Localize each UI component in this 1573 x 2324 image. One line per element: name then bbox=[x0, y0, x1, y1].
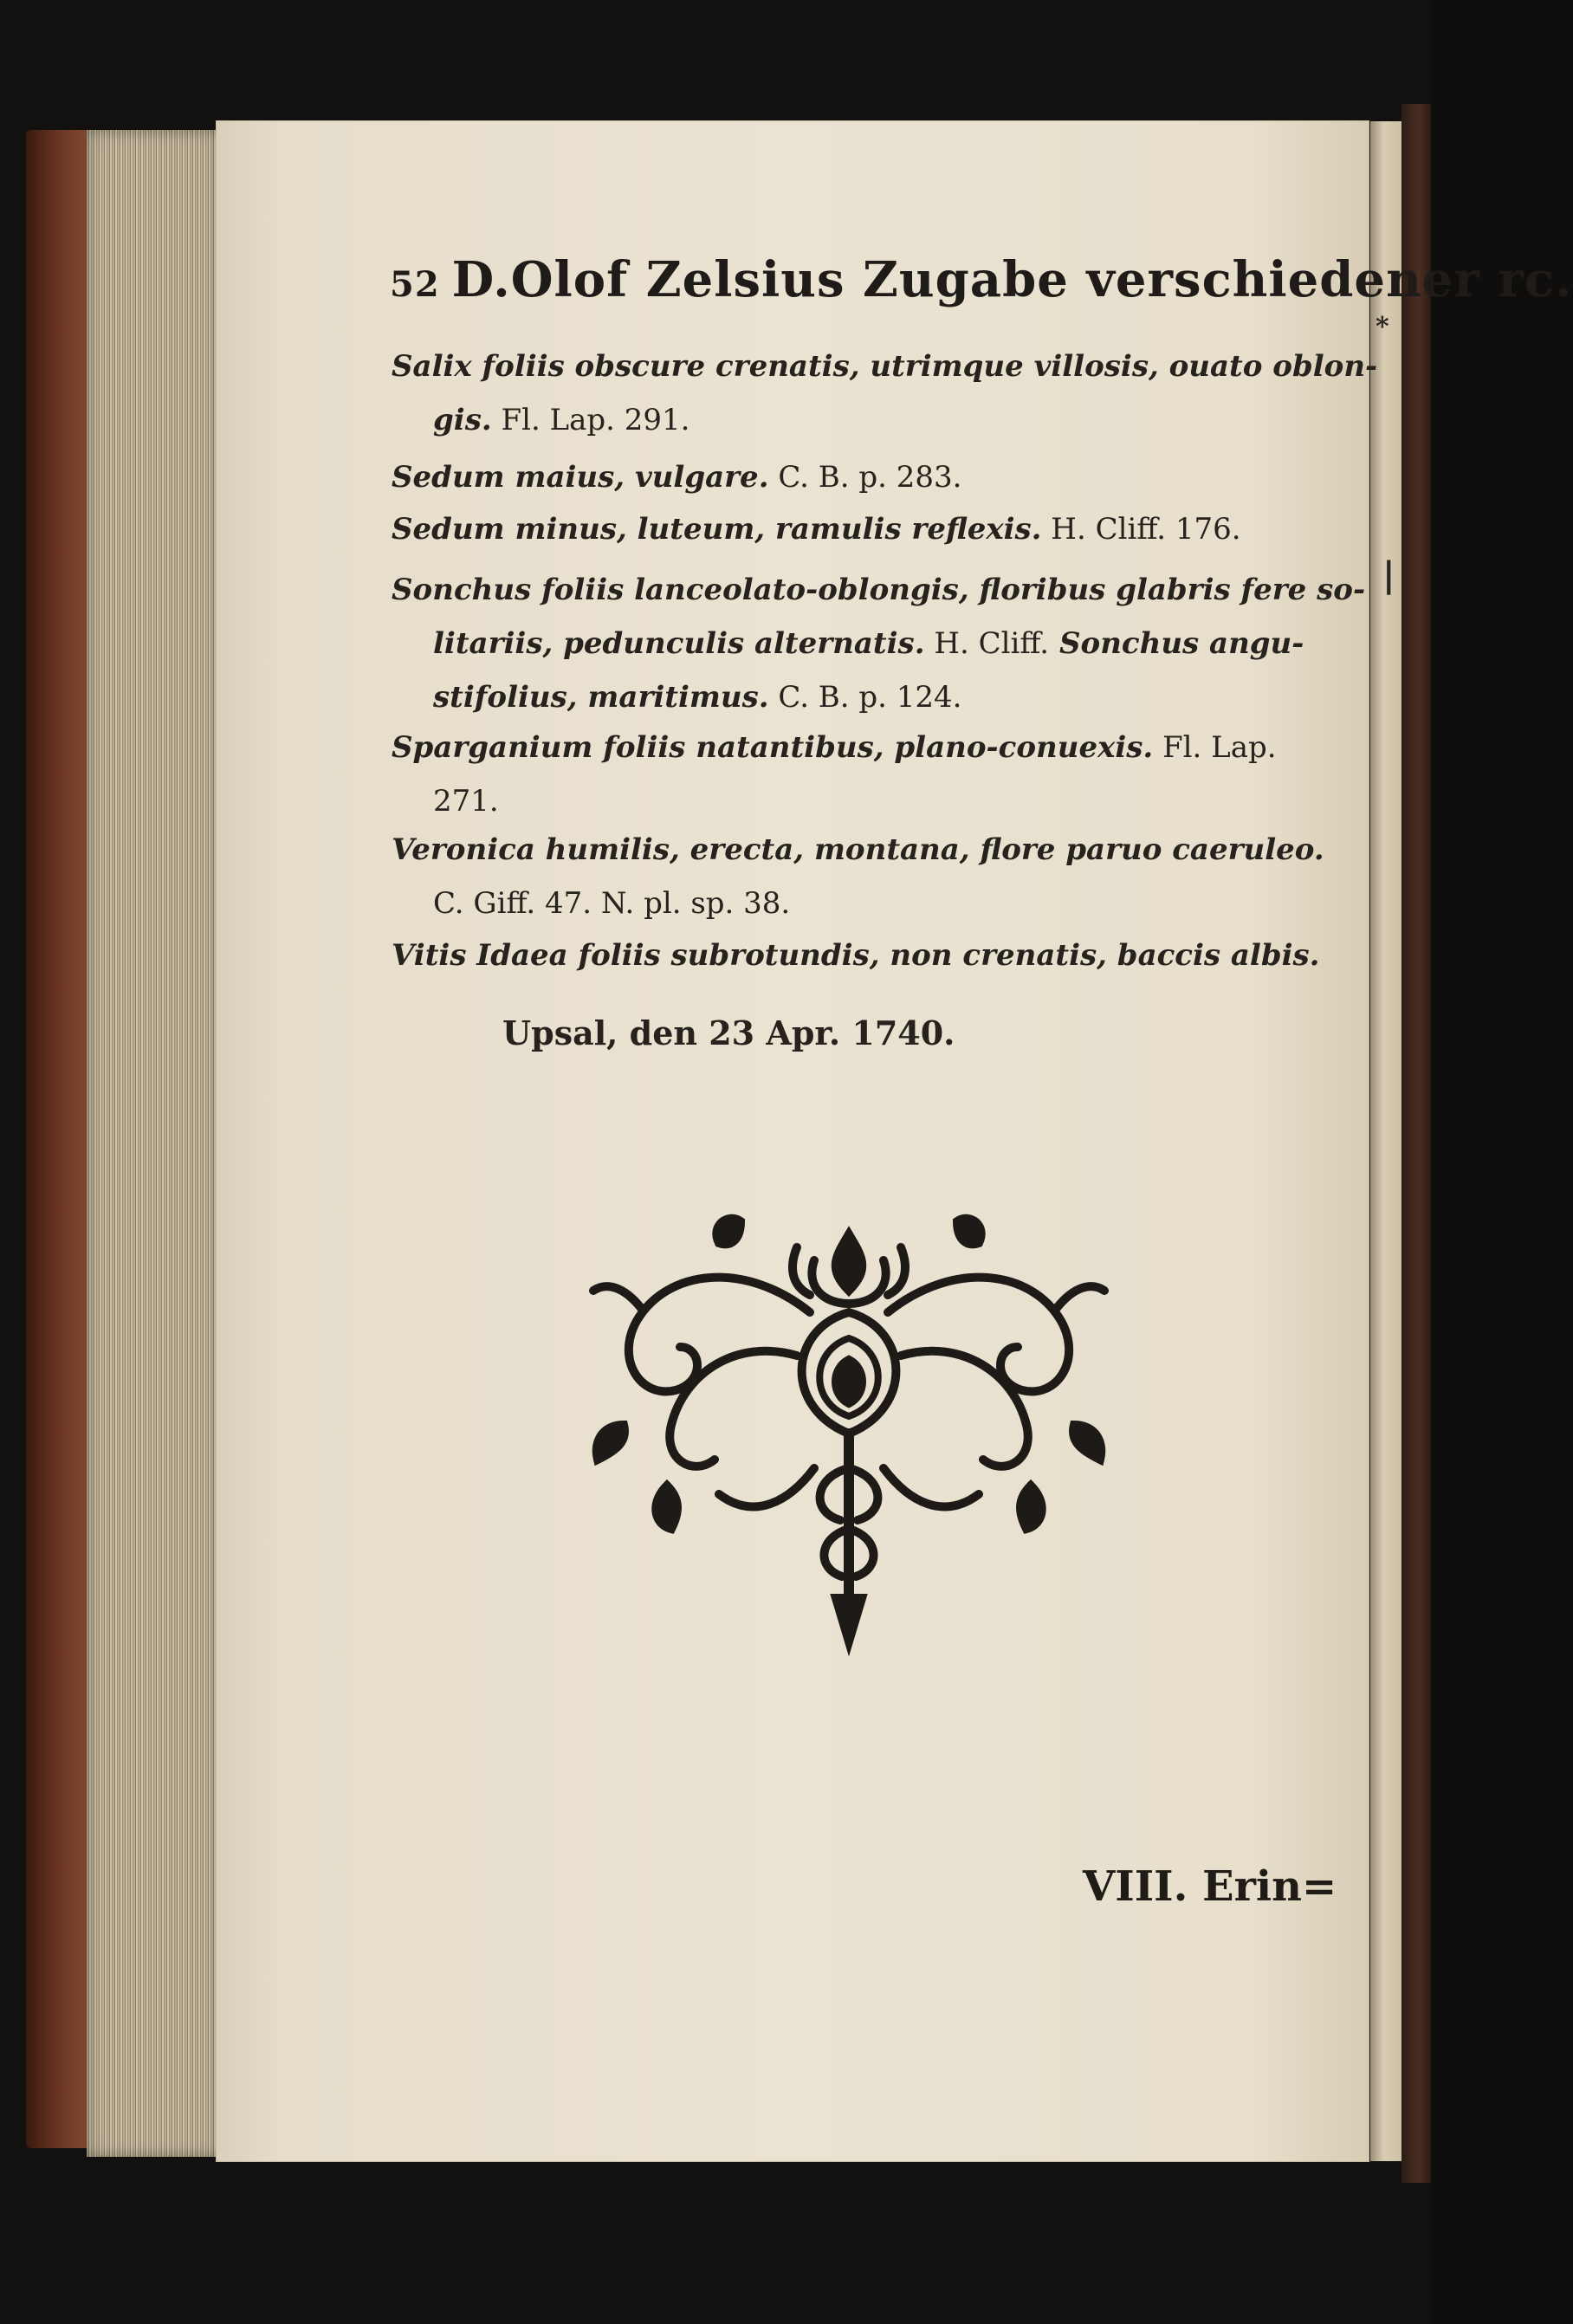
entry-salix bbox=[392, 340, 1378, 447]
entry-line: Sedum maius, vulgare. C. B. p. 283. bbox=[392, 460, 962, 495]
page-edges bbox=[87, 130, 221, 2157]
book-cover-right bbox=[1401, 104, 1431, 2183]
entry-line: 271. bbox=[433, 784, 499, 819]
entry-vitis bbox=[392, 929, 1327, 982]
running-header bbox=[390, 251, 1573, 320]
entry-line: stifolius, maritimus. C. B. p. 124. bbox=[433, 680, 962, 715]
entry-line: Veronica humilis, erecta, montana, flore paruo caeruleo. bbox=[392, 832, 1324, 867]
entry-sparganium bbox=[392, 721, 1327, 828]
printers-ornament bbox=[589, 1208, 1109, 1659]
entry-sedum-maius bbox=[392, 450, 1327, 504]
running-title: D.Olof Zelsius Zugabe verschiedener rc. bbox=[451, 251, 1573, 308]
catchword: VIII. Erin= bbox=[1083, 1862, 1337, 1911]
entry-sonchus bbox=[392, 563, 1366, 724]
entry-veronica bbox=[392, 823, 1327, 930]
next-page-edge bbox=[1370, 121, 1403, 2161]
entry-line: Vitis Idaea foliis subrotundis, non crenatis, baccis albis. bbox=[392, 938, 1320, 973]
entry-line: litariis, pedunculis alternatis. H. Cliff. Sonchus angu- bbox=[433, 626, 1304, 661]
entry-line: Sonchus foliis lanceolato-oblongis, floribus glabris fere so- bbox=[392, 573, 1366, 607]
page-number: 52 bbox=[390, 264, 440, 305]
entry-sedum-minus bbox=[392, 502, 1327, 556]
entry-line: gis. Fl. Lap. 291. bbox=[433, 403, 690, 437]
sliver-mark-bar: | bbox=[1382, 554, 1395, 595]
sliver-mark-star: * bbox=[1376, 312, 1389, 342]
entry-line: C. Giff. 47. N. pl. sp. 38. bbox=[433, 886, 791, 921]
entry-line: Sedum minus, luteum, ramulis reflexis. H. Cliff. 176. bbox=[392, 512, 1241, 547]
entry-line: Salix foliis obscure crenatis, utrimque villosis, ouato oblon- bbox=[392, 349, 1378, 384]
dateline: Upsal, den 23 Apr. 1740. bbox=[502, 1013, 955, 1052]
entry-line: Sparganium foliis natantibus, plano-conuexis. Fl. Lap. bbox=[392, 730, 1277, 765]
